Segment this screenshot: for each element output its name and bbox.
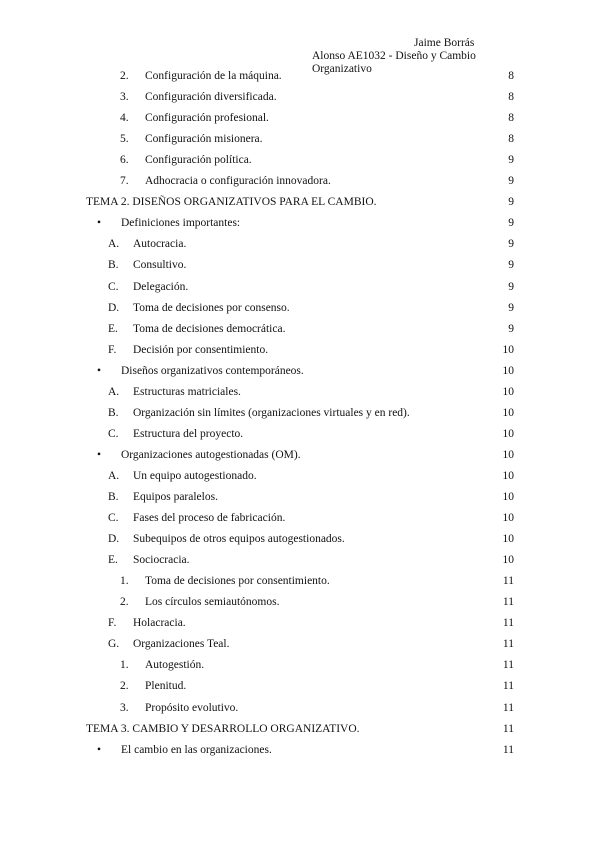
toc-entry-marker: C. xyxy=(108,280,119,293)
header-course: Alonso AE1032 - Diseño y Cambio xyxy=(312,50,476,62)
toc-entry-page-number: 10 xyxy=(502,364,514,377)
toc-entry-marker: C. xyxy=(108,512,119,525)
toc-entry-title: Configuración profesional. xyxy=(145,112,269,125)
toc-entry-page-number: 11 xyxy=(502,617,514,630)
toc-entry-page-number: 11 xyxy=(502,743,514,756)
toc-entry[interactable] xyxy=(0,554,600,570)
toc-entry-page-number: 11 xyxy=(502,638,514,651)
toc-entry[interactable] xyxy=(0,91,600,107)
toc-entry[interactable] xyxy=(0,744,600,760)
toc-entry[interactable] xyxy=(0,596,600,612)
toc-entry-title: Equipos paralelos. xyxy=(133,491,218,503)
toc-entry[interactable] xyxy=(0,386,600,402)
toc-entry-page-number: 10 xyxy=(502,427,514,440)
toc-entry-page-number: 11 xyxy=(502,680,514,693)
toc-entry[interactable] xyxy=(0,533,600,549)
toc-entry-title: Autocracia. xyxy=(133,238,187,251)
header-course-continued: Organizativo xyxy=(312,63,372,75)
toc-entry-title: Adhocracia o configuración innovadora. xyxy=(145,175,331,188)
toc-entry[interactable] xyxy=(0,449,600,465)
toc-entry-marker: 2. xyxy=(120,680,129,693)
toc-entry-marker: 7. xyxy=(120,175,129,188)
toc-entry-title: Definiciones importantes: xyxy=(121,217,241,230)
toc-entry[interactable] xyxy=(0,617,600,633)
toc-entry-page-number: 10 xyxy=(502,533,514,546)
toc-entry-title: Estructuras matriciales. xyxy=(133,385,241,398)
toc-entry-title: El cambio en las organizaciones. xyxy=(121,743,272,756)
toc-entry-page-number: 10 xyxy=(502,385,514,398)
toc-entry-page-number: 8 xyxy=(508,70,514,82)
toc-entry-marker: • xyxy=(97,448,102,461)
toc-entry-title: Holacracia. xyxy=(133,617,186,630)
toc-entry-title: Decisión por consentimiento. xyxy=(133,343,269,356)
toc-entry[interactable] xyxy=(0,238,600,254)
toc-entry-title: Configuración de la máquina. xyxy=(145,70,282,82)
toc-entry-title: TEMA 2. DISEÑOS ORGANIZATIVOS PARA EL CAMBIO. xyxy=(86,196,377,209)
toc-entry-title: Toma de decisiones democrática. xyxy=(133,322,286,335)
toc-entry[interactable] xyxy=(0,281,600,297)
toc-entry[interactable] xyxy=(0,344,600,360)
toc-entry-title: Los círculos semiautónomos. xyxy=(145,596,280,609)
toc-entry[interactable] xyxy=(0,702,600,718)
toc-entry-title: Estructura del proyecto. xyxy=(133,427,244,440)
toc-entry-marker: B. xyxy=(108,406,119,419)
toc-entry-title: Organizaciones Teal. xyxy=(133,638,230,651)
toc-entry-marker: A. xyxy=(108,469,120,482)
toc-entry-page-number: 11 xyxy=(502,596,514,609)
toc-entry-page-number: 10 xyxy=(502,554,514,567)
toc-entry-title: Configuración política. xyxy=(145,154,252,167)
toc-entry-marker: 1. xyxy=(120,575,129,588)
toc-entry-page-number: 10 xyxy=(502,512,514,525)
toc-entry-marker: C. xyxy=(108,427,119,440)
toc-entry[interactable] xyxy=(0,470,600,486)
toc-entry[interactable] xyxy=(0,680,600,696)
toc-entry-marker: • xyxy=(97,217,102,230)
toc-entry-marker: 2. xyxy=(120,70,129,82)
toc-entry-title: Toma de decisiones por consentimiento. xyxy=(145,575,330,588)
toc-entry-marker: A. xyxy=(108,238,120,251)
toc-entry-marker: 6. xyxy=(120,154,129,167)
toc-entry-title: Toma de decisiones por consenso. xyxy=(133,301,290,314)
toc-entry-page-number: 9 xyxy=(508,196,514,209)
toc-entry[interactable] xyxy=(0,512,600,528)
toc-entry[interactable] xyxy=(0,365,600,381)
toc-entry[interactable] xyxy=(0,175,600,191)
toc-entry-page-number: 9 xyxy=(508,175,514,188)
toc-entry-page-number: 8 xyxy=(508,112,514,125)
toc-entry-title: Diseños organizativos contemporáneos. xyxy=(121,364,304,377)
toc-entry[interactable] xyxy=(0,302,600,318)
toc-entry-title: Organizaciones autogestionadas (OM). xyxy=(121,448,301,461)
toc-entry-title: Configuración diversificada. xyxy=(145,91,277,104)
toc-entry-page-number: 9 xyxy=(508,259,514,272)
toc-entry-marker: 5. xyxy=(120,133,129,146)
toc-entry-marker: • xyxy=(97,743,102,756)
toc-entry[interactable] xyxy=(0,428,600,444)
toc-entry-title: TEMA 3. CAMBIO Y DESARROLLO ORGANIZATIVO. xyxy=(86,722,360,735)
toc-entry-marker: D. xyxy=(108,301,120,314)
toc-entry[interactable] xyxy=(0,112,600,128)
toc-entry-title: Subequipos de otros equipos autogestionados. xyxy=(133,533,345,546)
toc-entry-page-number: 9 xyxy=(508,280,514,293)
toc-entry-marker: D. xyxy=(108,533,120,546)
toc-entry[interactable] xyxy=(0,491,600,507)
toc-entry-marker: A. xyxy=(108,385,120,398)
toc-entry-title: Consultivo. xyxy=(133,259,187,272)
toc-entry-marker: B. xyxy=(108,259,119,272)
toc-entry-marker: 2. xyxy=(120,596,129,609)
toc-entry-page-number: 10 xyxy=(502,469,514,482)
toc-entry[interactable] xyxy=(0,407,600,423)
toc-entry-title: Configuración misionera. xyxy=(145,133,263,146)
toc-entry[interactable] xyxy=(0,196,600,212)
toc-entry[interactable] xyxy=(0,70,600,86)
toc-entry-title: Plenitud. xyxy=(145,680,187,693)
toc-entry[interactable] xyxy=(0,575,600,591)
toc-entry-page-number: 10 xyxy=(502,343,514,356)
toc-entry[interactable] xyxy=(0,638,600,654)
toc-entry-page-number: 11 xyxy=(502,722,514,735)
toc-entry[interactable] xyxy=(0,259,600,275)
toc-entry-marker: G. xyxy=(108,638,120,651)
toc-entry-page-number: 10 xyxy=(502,406,514,419)
toc-entry-marker: 3. xyxy=(120,701,129,714)
toc-entry-title: Organización sin límites (organizaciones virtuales y en red). xyxy=(133,406,410,419)
toc-entry-page-number: 11 xyxy=(502,701,514,714)
toc-entry-title: Sociocracia. xyxy=(133,554,190,567)
toc-entry-marker: E. xyxy=(108,554,118,567)
toc-entry-title: Fases del proceso de fabricación. xyxy=(133,512,286,525)
toc-entry-page-number: 9 xyxy=(508,238,514,251)
toc-entry-title: Delegación. xyxy=(133,280,189,293)
toc-entry-title: Un equipo autogestionado. xyxy=(133,469,257,482)
toc-entry-page-number: 8 xyxy=(508,133,514,146)
header-author: Jaime Borrás xyxy=(414,37,475,49)
toc-entry-page-number: 10 xyxy=(502,448,514,461)
toc-entry[interactable] xyxy=(0,659,600,675)
toc-entry-marker: E. xyxy=(108,322,118,335)
toc-entry-title: Autogestión. xyxy=(145,659,205,672)
toc-entry-page-number: 9 xyxy=(508,322,514,335)
toc-entry-marker: B. xyxy=(108,491,119,503)
toc-entry[interactable] xyxy=(0,323,600,339)
toc-entry-marker: 4. xyxy=(120,112,129,125)
toc-entry-page-number: 9 xyxy=(508,301,514,314)
toc-entry[interactable] xyxy=(0,154,600,170)
toc-entry-page-number: 9 xyxy=(508,217,514,230)
toc-entry-page-number: 11 xyxy=(502,575,514,588)
toc-entry-page-number: 10 xyxy=(502,491,514,503)
toc-entry-marker: 3. xyxy=(120,91,129,104)
toc-entry-page-number: 8 xyxy=(508,91,514,104)
toc-entry-page-number: 11 xyxy=(502,659,514,672)
toc-entry[interactable] xyxy=(0,723,600,739)
toc-entry-marker: 1. xyxy=(120,659,129,672)
toc-entry[interactable] xyxy=(0,217,600,233)
toc-entry-marker: F. xyxy=(108,617,117,630)
toc-entry-marker: F. xyxy=(108,343,117,356)
toc-entry-page-number: 9 xyxy=(508,154,514,167)
toc-entry-title: Propósito evolutivo. xyxy=(145,701,239,714)
toc-entry-marker: • xyxy=(97,364,102,377)
toc-entry[interactable] xyxy=(0,133,600,149)
